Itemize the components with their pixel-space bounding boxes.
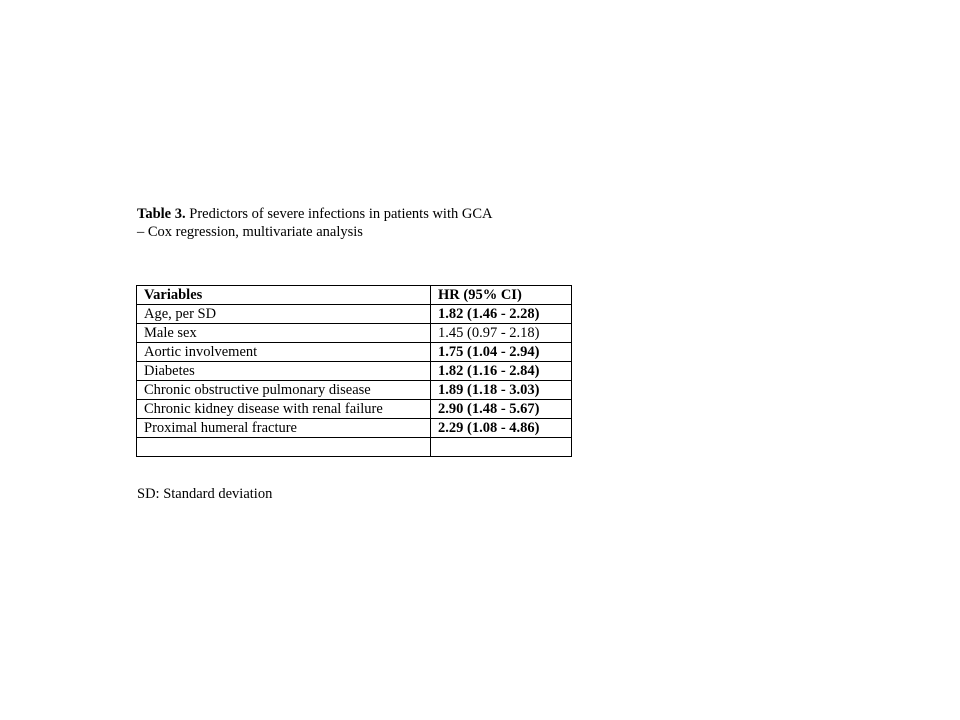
- table-footnote: SD: Standard deviation: [137, 486, 273, 502]
- table-row: [137, 381, 572, 400]
- hazard-ratio-cell: 1.45 (0.97 - 2.18): [431, 324, 572, 343]
- caption-text-line2: – Cox regression, multivariate analysis: [137, 224, 363, 240]
- caption-text-line1: Predictors of severe infections in patients with GCA: [185, 206, 493, 222]
- hazard-ratio-cell: [431, 438, 572, 457]
- variable-cell: Chronic kidney disease with renal failure: [137, 400, 431, 419]
- variable-cell: Male sex: [137, 324, 431, 343]
- variable-cell: Aortic involvement: [137, 343, 431, 362]
- table-row: [137, 438, 572, 457]
- table-caption: [137, 205, 557, 241]
- header-hr: HR (95% CI): [431, 286, 572, 305]
- hazard-ratio-cell: 2.90 (1.48 - 5.67): [431, 400, 572, 419]
- table-row: [137, 324, 572, 343]
- caption-label: Table 3.: [137, 206, 186, 222]
- variable-cell: Chronic obstructive pulmonary disease: [137, 381, 431, 400]
- hazard-ratio-cell: 1.82 (1.46 - 2.28): [431, 305, 572, 324]
- table-row: [137, 305, 572, 324]
- variable-cell: Diabetes: [137, 362, 431, 381]
- table-row: [137, 419, 572, 438]
- hazard-ratio-cell: 1.75 (1.04 - 2.94): [431, 343, 572, 362]
- hazard-ratio-cell: 1.89 (1.18 - 3.03): [431, 381, 572, 400]
- table-header-row: [137, 286, 572, 305]
- table-row: [137, 362, 572, 381]
- variable-cell: Age, per SD: [137, 305, 431, 324]
- table-row: [137, 400, 572, 419]
- header-variables: Variables: [137, 286, 431, 305]
- variable-cell: [137, 438, 431, 457]
- hazard-ratio-cell: 2.29 (1.08 - 4.86): [431, 419, 572, 438]
- results-table: [136, 285, 572, 457]
- variable-cell: Proximal humeral fracture: [137, 419, 431, 438]
- hazard-ratio-cell: 1.82 (1.16 - 2.84): [431, 362, 572, 381]
- table-row: [137, 343, 572, 362]
